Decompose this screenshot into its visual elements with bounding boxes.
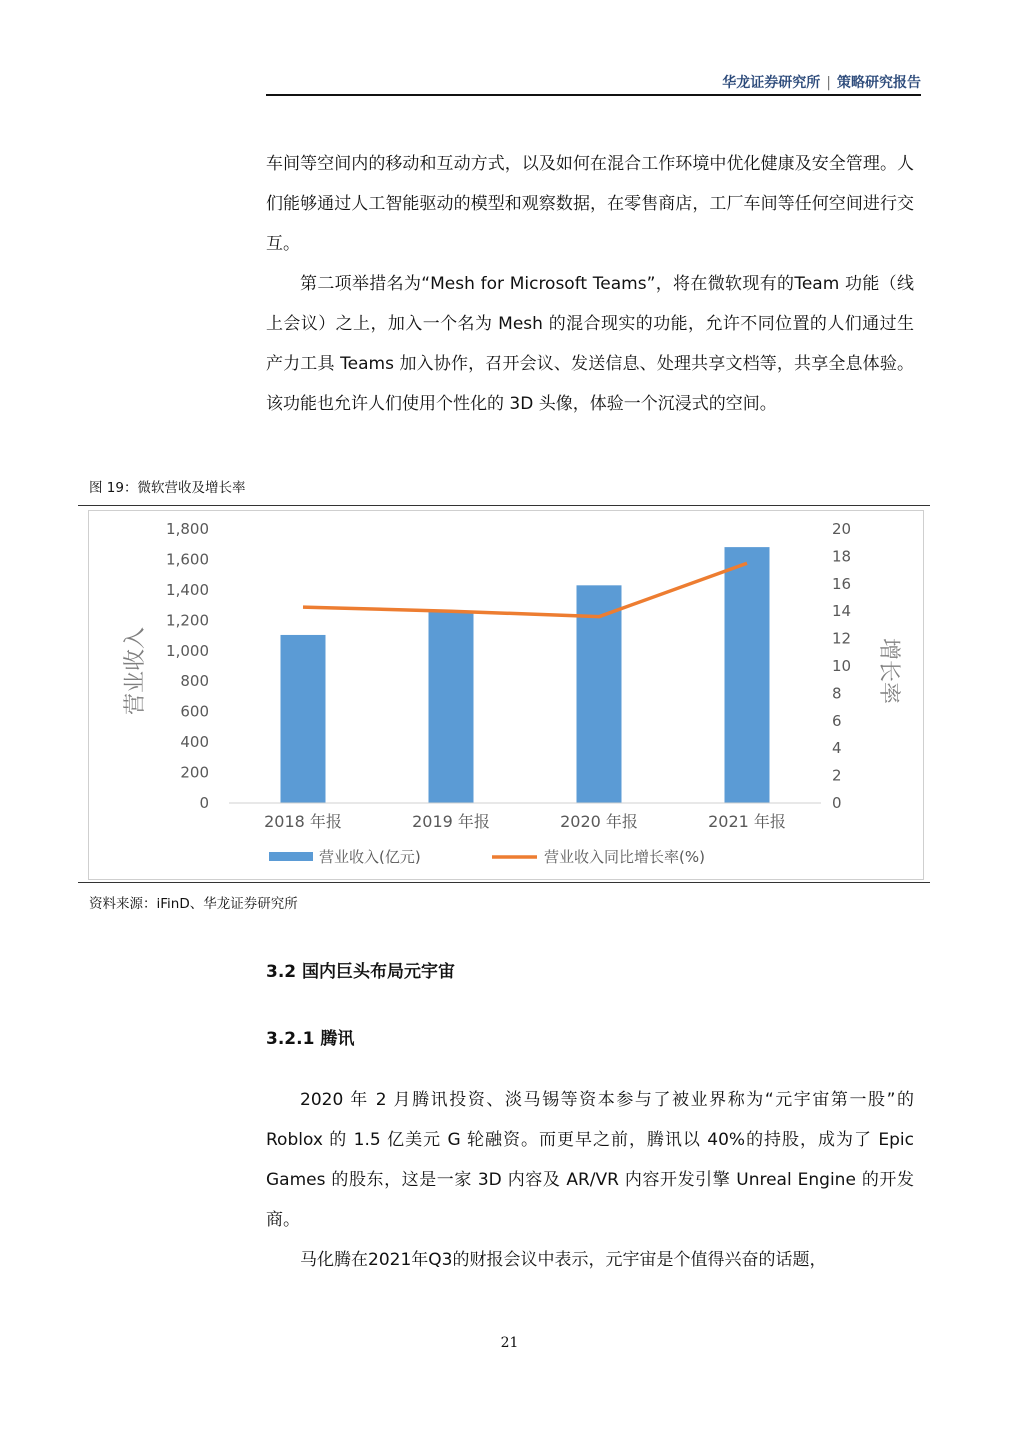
y-tick-label: 1,000 bbox=[166, 641, 209, 660]
paragraph-2: 第二项举措名为“Mesh for Microsoft Teams”，将在微软现有的Team 功能（线上会议）之上，加入一个名为 Mesh 的混合现实的功能，允许不同位置的人们通过生产力工具 Teams 加入协作，召开会议、发送信息、处理共享文档等，共享全息体验。该功能也允许人们使用个性化的 3D 头像，体验一个沉浸式的空间。 bbox=[266, 274, 914, 414]
y2-tick-label: 16 bbox=[832, 574, 852, 593]
y2-tick-label: 12 bbox=[832, 629, 852, 648]
header-org: 华龙证券研究所 bbox=[722, 75, 821, 91]
y2-tick-label: 6 bbox=[832, 711, 842, 730]
x-tick-label: 2021 年报 bbox=[708, 812, 786, 831]
paragraph-3: 2020 年 2 月腾讯投资、淡马锡等资本参与了被业界称为“元宇宙第一股”的 Roblox 的 1.5 亿美元 G 轮融资。而更早之前，腾讯以 40%的持股，成为了 Epic Games 的股东，这是一家 3D 内容及 AR/VR 内容开发引擎 Unreal Engine 的开发商。 bbox=[266, 1090, 914, 1230]
figure-caption: 图 19：微软营收及增长率 bbox=[89, 480, 246, 496]
y-tick-label: 200 bbox=[180, 763, 209, 782]
x-tick-label: 2020 年报 bbox=[560, 812, 638, 831]
y-tick-label: 1,400 bbox=[166, 580, 209, 599]
revenue-bar bbox=[725, 547, 770, 803]
legend-bar-swatch bbox=[269, 852, 313, 861]
y2-tick-label: 14 bbox=[832, 602, 852, 621]
page-number: 21 bbox=[500, 1335, 519, 1351]
legend-bar-label: 营业收入(亿元) bbox=[319, 848, 421, 866]
y2-tick-label: 20 bbox=[832, 520, 852, 538]
section-heading-3-2-1: 3.2.1 腾讯 bbox=[266, 1029, 355, 1049]
legend-line-label: 营业收入同比增长率(%) bbox=[544, 848, 705, 866]
y-axis-label: 营业收入 bbox=[123, 626, 148, 716]
y2-tick-label: 10 bbox=[832, 657, 852, 675]
chart-legend bbox=[269, 848, 705, 866]
revenue-growth-chart bbox=[89, 511, 923, 879]
y2-tick-label: 2 bbox=[832, 766, 842, 785]
section-heading-3-2: 3.2 国内巨头布局元宇宙 bbox=[266, 962, 456, 982]
y-tick-label: 1,800 bbox=[166, 520, 209, 538]
page-header bbox=[266, 72, 921, 96]
revenue-bar bbox=[281, 635, 326, 803]
revenue-bar bbox=[429, 612, 474, 803]
y-tick-label: 0 bbox=[199, 794, 209, 812]
y2-tick-label: 4 bbox=[832, 739, 842, 758]
y2-tick-label: 18 bbox=[832, 547, 852, 566]
x-tick-label: 2018 年报 bbox=[264, 812, 342, 831]
chart-container bbox=[88, 510, 924, 880]
header-separator: | bbox=[826, 75, 831, 91]
y-tick-label: 1,600 bbox=[166, 550, 209, 569]
header-report-type: 策略研究报告 bbox=[837, 75, 921, 91]
y2-axis-label: 增长率 bbox=[876, 637, 901, 705]
y-tick-label: 600 bbox=[180, 702, 209, 721]
figure-source: 资料来源：iFinD、华龙证券研究所 bbox=[89, 896, 298, 912]
y-tick-label: 400 bbox=[180, 733, 209, 752]
paragraph-4: 马化腾在2021年Q3的财报会议中表示，元宇宙是个值得兴奋的话题， bbox=[300, 1250, 827, 1270]
y2-tick-label: 8 bbox=[832, 684, 842, 703]
x-tick-label: 2019 年报 bbox=[412, 812, 490, 831]
chart-frame bbox=[78, 505, 930, 883]
y-tick-label: 800 bbox=[180, 672, 209, 691]
y2-tick-label: 0 bbox=[832, 794, 842, 812]
paragraph-1: 车间等空间内的移动和互动方式，以及如何在混合工作环境中优化健康及安全管理。人们能够通过人工智能驱动的模型和观察数据，在零售商店，工厂车间等任何空间进行交互。 bbox=[266, 154, 914, 254]
growth-rate-line bbox=[303, 563, 747, 616]
y-tick-label: 1,200 bbox=[166, 611, 209, 630]
